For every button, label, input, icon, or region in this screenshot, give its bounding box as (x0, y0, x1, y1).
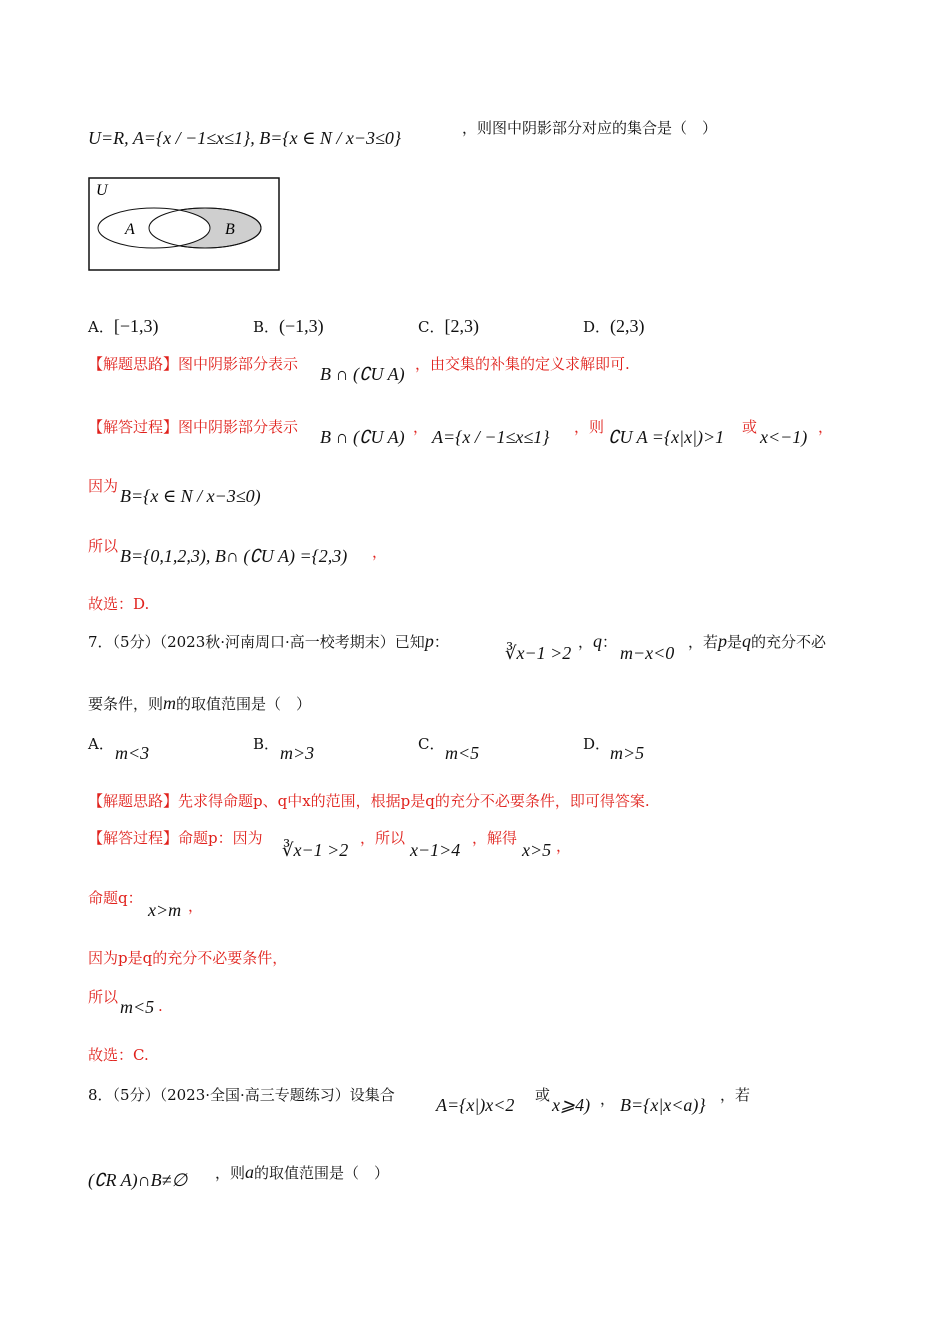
q7-proc: 【解答过程】命题p：因为 (88, 829, 263, 847)
q6-choice-a: A．[−1,3) (88, 316, 159, 336)
q6-because-math: B={x ∈ N / x−3≤0) (120, 486, 261, 506)
q6-answer: 故选：D. (88, 595, 150, 613)
q8-tail: ，若 (720, 1086, 751, 1104)
q7-q-line: 命题q： (88, 889, 143, 907)
q6-proc: 【解答过程】图中阴影部分表示 (88, 418, 299, 436)
q7-stem-line2: 要条件，则m的取值范围是（ ） (88, 693, 312, 713)
q8-math-b: B={x|x<a)} (620, 1095, 706, 1115)
q7-choice-a-val: m<3 (115, 743, 150, 763)
q7-so-end: . (158, 997, 163, 1015)
q6-because: 因为 (88, 477, 119, 495)
q8-line2-math: (∁R A)∩B≠∅ (88, 1170, 188, 1190)
q7-choice-b-val: m>3 (280, 743, 315, 763)
q6-proc-math4: x<−1) (760, 427, 808, 447)
set-a-ellipse (98, 208, 210, 248)
q7-proc-math3: x>5 (522, 840, 552, 860)
q7-q-math: m−x<0 (620, 643, 675, 663)
q8-math-a2: x⩾4) (552, 1095, 591, 1115)
set-a-label: A (125, 221, 135, 238)
q7-proc-sol: ，解得 (472, 829, 518, 847)
q7-stem: 7．（5分）（2023秋·河南周口·高一校考期末）已知p： (88, 631, 449, 651)
q6-so: 所以 (88, 537, 119, 555)
q7-proc-math2: x−1>4 (410, 840, 461, 860)
q8-or: 或 (535, 1086, 551, 1104)
q7-proc-so: ，所以 (360, 829, 406, 847)
q7-because: 因为p是q的充分不必要条件， (88, 949, 288, 967)
q6-idea-math: B ∩ (∁U A) (320, 364, 405, 384)
q8-comma: ， (600, 1090, 616, 1108)
universe-label: U (96, 182, 108, 199)
q7-q-line-end: ， (188, 897, 204, 915)
q8-stem: 8．（5分）（2023·全国·高三专题练习）设集合 (88, 1086, 395, 1104)
q7-answer: 故选：C. (88, 1046, 149, 1064)
q8-line2-text: ，则a的取值范围是（ ） (215, 1162, 390, 1182)
q6-choice-d: D．(2,3) (583, 316, 645, 336)
q7-idea: 【解题思路】先求得命题p、q中x的范围，根据p是q的充分不必要条件，即可得答案. (88, 792, 650, 810)
q6-proc-math3: ∁U A ={x|x|)>1 (608, 427, 725, 447)
q7-choice-d: D． (583, 735, 611, 753)
q6-so-end: ， (372, 543, 388, 561)
q6-stem-math: U=R, A={x / −1≤x≤1}, B={x ∈ N / x−3≤0} (88, 128, 402, 148)
q6-proc-math2: A={x / −1≤x≤1} (432, 427, 550, 447)
q7-choice-b: B． (253, 735, 280, 753)
q6-choice-c: C．[2,3) (418, 316, 479, 336)
q7-q-part: ，q： (578, 631, 618, 651)
q7-choice-a: A． (88, 735, 114, 753)
q6-idea-tail: ，由交集的补集的定义求解即可. (415, 355, 630, 373)
set-b-label: B (225, 221, 235, 238)
q7-p-math: ∛x−1 >2 (505, 643, 572, 663)
q6-stem-text: ，则图中阴影部分对应的集合是（ ） (462, 119, 718, 137)
q6-proc-or: 或 (742, 418, 758, 436)
q6-stem (88, 128, 401, 149)
q7-proc-math1: ∛x−1 >2 (282, 840, 349, 860)
q7-choice-c: C． (418, 735, 445, 753)
q6-so-math: B={0,1,2,3), B∩ (∁U A) ={2,3) (120, 546, 348, 566)
venn-diagram (88, 177, 282, 273)
q6-proc-end: ， (818, 418, 834, 436)
q6-proc-comma: ， (413, 418, 429, 436)
q7-choice-d-val: m>5 (610, 743, 645, 763)
q6-proc-math1: B ∩ (∁U A) (320, 427, 405, 447)
q7-q-line-math: x>m (148, 900, 182, 920)
q7-choice-c-val: m<5 (445, 743, 480, 763)
q7-stem-tail: ，若p是q的充分不必 (688, 631, 827, 651)
q7-proc-end: ， (556, 837, 572, 855)
q7-so: 所以 (88, 988, 119, 1006)
q6-proc-then: ，则 (574, 418, 605, 436)
q8-math-a1: A={x|)x<2 (436, 1095, 515, 1115)
q6-idea: 【解题思路】图中阴影部分表示 (88, 355, 299, 373)
q6-choice-b: B．(−1,3) (253, 316, 324, 336)
q7-so-math: m<5 (120, 997, 155, 1017)
